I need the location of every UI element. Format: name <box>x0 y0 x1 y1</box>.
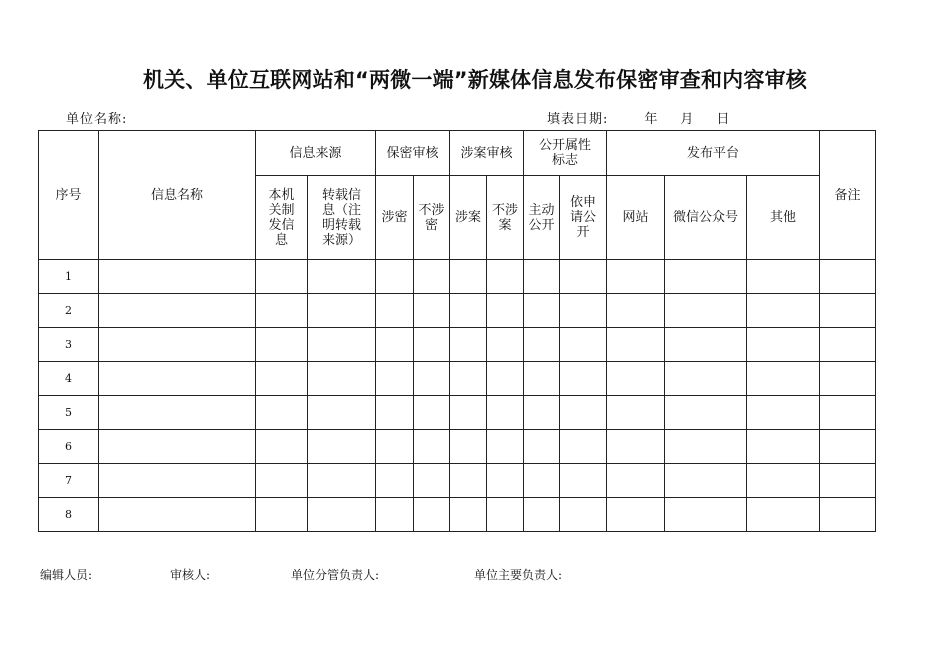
header-public-attr: 公开属性标志 <box>539 138 592 168</box>
fill-date <box>547 108 730 127</box>
header-on-request-cell <box>560 176 607 260</box>
header-secrecy-review: 保密审核 <box>376 131 450 176</box>
empty-cell[interactable] <box>665 294 747 328</box>
empty-cell[interactable] <box>256 328 308 362</box>
empty-cell[interactable] <box>820 464 876 498</box>
header-not-secret: 不涉密 <box>418 202 445 233</box>
empty-cell[interactable] <box>747 430 820 464</box>
empty-cell[interactable] <box>607 396 665 430</box>
empty-cell[interactable] <box>607 362 665 396</box>
header-original-cell <box>256 176 308 260</box>
header-platform: 发布平台 <box>607 131 820 176</box>
empty-cell[interactable] <box>487 260 524 294</box>
header-not-case: 不涉案 <box>492 202 519 233</box>
empty-cell[interactable] <box>414 328 450 362</box>
header-secret: 涉密 <box>376 176 414 260</box>
table-row <box>39 362 876 396</box>
empty-cell[interactable] <box>747 328 820 362</box>
row-number: 8 <box>39 498 99 532</box>
empty-cell[interactable] <box>450 396 487 430</box>
empty-cell[interactable] <box>376 362 414 396</box>
header-reprint: 转载信息（注明转载来源） <box>321 187 361 248</box>
empty-cell[interactable] <box>308 328 376 362</box>
empty-cell[interactable] <box>414 464 450 498</box>
empty-cell[interactable] <box>99 430 256 464</box>
empty-cell[interactable] <box>524 464 560 498</box>
header-website: 网站 <box>607 176 665 260</box>
empty-cell[interactable] <box>487 430 524 464</box>
empty-cell[interactable] <box>665 362 747 396</box>
header-public-attr-cell <box>524 131 607 176</box>
header-other: 其他 <box>747 176 820 260</box>
header-case: 涉案 <box>450 176 487 260</box>
header-remarks: 备注 <box>820 131 876 260</box>
empty-cell[interactable] <box>524 396 560 430</box>
empty-cell[interactable] <box>256 396 308 430</box>
header-not-secret-cell <box>414 176 450 260</box>
empty-cell[interactable] <box>524 498 560 532</box>
review-form-table <box>38 130 876 532</box>
empty-cell[interactable] <box>607 464 665 498</box>
empty-cell[interactable] <box>747 396 820 430</box>
empty-cell[interactable] <box>450 464 487 498</box>
footer-reviewer: 审核人: <box>170 568 211 582</box>
document-title: 机关、单位互联网站和“两微一端”新媒体信息发布保密审查和内容审核 <box>142 68 807 92</box>
empty-cell[interactable] <box>376 498 414 532</box>
empty-cell[interactable] <box>607 498 665 532</box>
empty-cell[interactable] <box>414 260 450 294</box>
empty-cell[interactable] <box>747 260 820 294</box>
empty-cell[interactable] <box>308 260 376 294</box>
empty-cell[interactable] <box>607 294 665 328</box>
empty-cell[interactable] <box>560 328 607 362</box>
empty-cell[interactable] <box>820 260 876 294</box>
empty-cell[interactable] <box>524 328 560 362</box>
empty-cell[interactable] <box>665 260 747 294</box>
empty-cell[interactable] <box>308 294 376 328</box>
empty-cell[interactable] <box>256 430 308 464</box>
empty-cell[interactable] <box>487 362 524 396</box>
empty-cell[interactable] <box>524 294 560 328</box>
empty-cell[interactable] <box>376 328 414 362</box>
unit-name-label: 单位名称: <box>66 112 128 127</box>
row-number: 4 <box>39 362 99 396</box>
footer-chief: 单位主要负责人: <box>474 568 563 582</box>
empty-cell[interactable] <box>487 464 524 498</box>
empty-cell[interactable] <box>487 328 524 362</box>
empty-cell[interactable] <box>256 464 308 498</box>
empty-cell[interactable] <box>256 294 308 328</box>
empty-cell[interactable] <box>308 396 376 430</box>
empty-cell[interactable] <box>308 362 376 396</box>
empty-cell[interactable] <box>560 396 607 430</box>
header-not-case-cell <box>487 176 524 260</box>
empty-cell[interactable] <box>450 260 487 294</box>
header-case-review: 涉案审核 <box>450 131 524 176</box>
empty-cell[interactable] <box>414 362 450 396</box>
empty-cell[interactable] <box>99 464 256 498</box>
empty-cell[interactable] <box>560 464 607 498</box>
empty-cell[interactable] <box>560 498 607 532</box>
empty-cell[interactable] <box>256 362 308 396</box>
empty-cell[interactable] <box>607 328 665 362</box>
empty-cell[interactable] <box>450 294 487 328</box>
empty-cell[interactable] <box>487 498 524 532</box>
empty-cell[interactable] <box>99 328 256 362</box>
empty-cell[interactable] <box>376 396 414 430</box>
empty-cell[interactable] <box>747 294 820 328</box>
empty-cell[interactable] <box>560 430 607 464</box>
empty-cell[interactable] <box>99 362 256 396</box>
header-original: 本机关制发信息 <box>268 187 295 248</box>
empty-cell[interactable] <box>376 260 414 294</box>
empty-cell[interactable] <box>99 294 256 328</box>
month-label: 月 <box>680 112 695 127</box>
header-seq: 序号 <box>39 131 99 260</box>
empty-cell[interactable] <box>524 260 560 294</box>
row-number: 6 <box>39 430 99 464</box>
empty-cell[interactable] <box>308 464 376 498</box>
empty-cell[interactable] <box>747 498 820 532</box>
header-on-request: 依申请公开 <box>570 195 597 240</box>
empty-cell[interactable] <box>820 294 876 328</box>
empty-cell[interactable] <box>665 498 747 532</box>
row-number: 7 <box>39 464 99 498</box>
empty-cell[interactable] <box>99 498 256 532</box>
empty-cell[interactable] <box>665 430 747 464</box>
header-reprint-cell <box>308 176 376 260</box>
empty-cell[interactable] <box>560 362 607 396</box>
empty-cell[interactable] <box>607 430 665 464</box>
empty-cell[interactable] <box>256 260 308 294</box>
empty-cell[interactable] <box>747 464 820 498</box>
empty-cell[interactable] <box>414 396 450 430</box>
header-active-public: 主动公开 <box>528 202 555 233</box>
table-row <box>39 430 876 464</box>
empty-cell[interactable] <box>487 294 524 328</box>
table-row <box>39 396 876 430</box>
row-number: 1 <box>39 260 99 294</box>
data-rows <box>39 260 876 532</box>
empty-cell[interactable] <box>414 294 450 328</box>
empty-cell[interactable] <box>376 294 414 328</box>
header-active-public-cell <box>524 176 560 260</box>
empty-cell[interactable] <box>665 396 747 430</box>
header-wechat: 微信公众号 <box>673 210 739 225</box>
header-wechat-cell <box>665 176 747 260</box>
empty-cell[interactable] <box>414 498 450 532</box>
table-row <box>39 328 876 362</box>
table-row <box>39 498 876 532</box>
empty-cell[interactable] <box>820 328 876 362</box>
empty-cell[interactable] <box>308 498 376 532</box>
table-row <box>39 294 876 328</box>
footer-editor: 编辑人员: <box>40 568 93 582</box>
empty-cell[interactable] <box>607 260 665 294</box>
empty-cell[interactable] <box>560 294 607 328</box>
empty-cell[interactable] <box>524 430 560 464</box>
header-info-name: 信息名称 <box>99 131 256 260</box>
footer-supervisor: 单位分管负责人: <box>291 568 380 582</box>
empty-cell[interactable] <box>450 498 487 532</box>
empty-cell[interactable] <box>665 328 747 362</box>
empty-cell[interactable] <box>524 362 560 396</box>
year-label: 年 <box>644 112 659 127</box>
row-number: 2 <box>39 294 99 328</box>
empty-cell[interactable] <box>414 430 450 464</box>
row-number: 5 <box>39 396 99 430</box>
empty-cell[interactable] <box>820 498 876 532</box>
empty-cell[interactable] <box>99 260 256 294</box>
empty-cell[interactable] <box>376 464 414 498</box>
empty-cell[interactable] <box>820 396 876 430</box>
empty-cell[interactable] <box>487 396 524 430</box>
empty-cell[interactable] <box>99 396 256 430</box>
empty-cell[interactable] <box>820 430 876 464</box>
empty-cell[interactable] <box>450 430 487 464</box>
empty-cell[interactable] <box>560 260 607 294</box>
day-label: 日 <box>716 112 731 127</box>
header-info-source: 信息来源 <box>256 131 376 176</box>
row-number: 3 <box>39 328 99 362</box>
empty-cell[interactable] <box>256 498 308 532</box>
empty-cell[interactable] <box>308 430 376 464</box>
empty-cell[interactable] <box>450 362 487 396</box>
empty-cell[interactable] <box>747 362 820 396</box>
fill-date-label: 填表日期: <box>547 112 609 127</box>
empty-cell[interactable] <box>665 464 747 498</box>
empty-cell[interactable] <box>376 430 414 464</box>
empty-cell[interactable] <box>820 362 876 396</box>
table-row <box>39 464 876 498</box>
empty-cell[interactable] <box>450 328 487 362</box>
table-row <box>39 260 876 294</box>
header-row-1 <box>39 131 876 176</box>
